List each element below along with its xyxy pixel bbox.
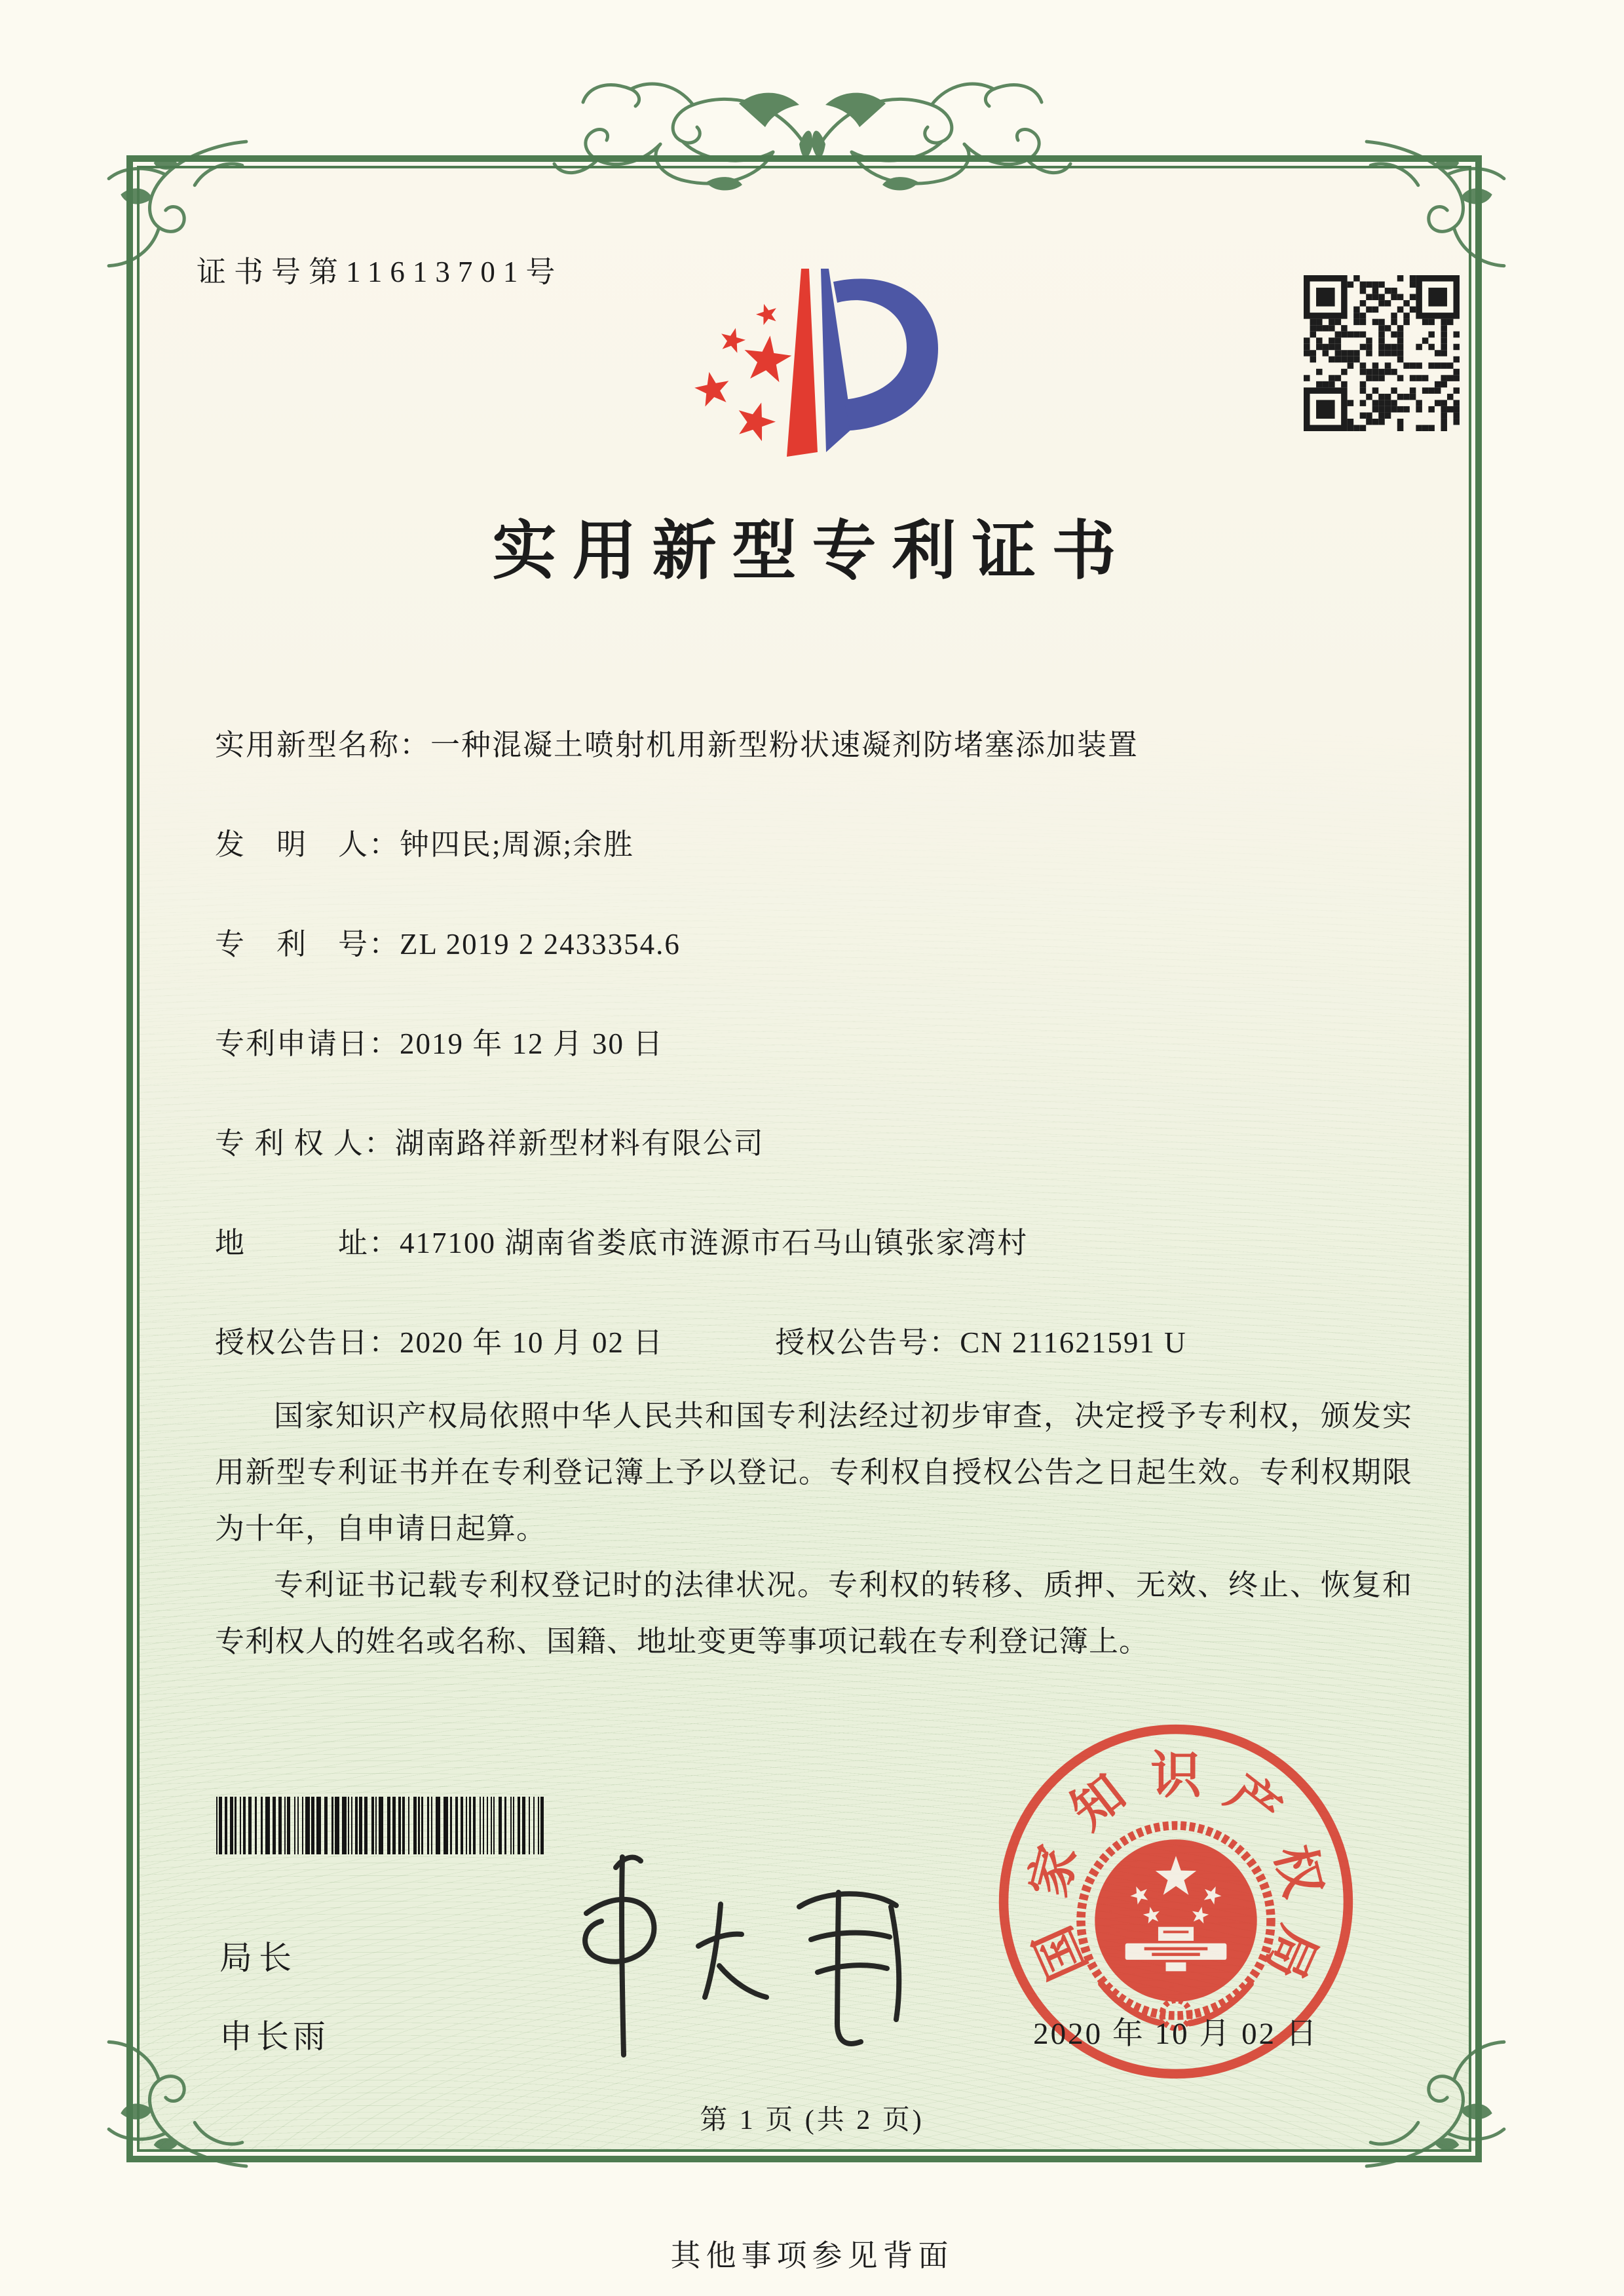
field-utility-model-name [215,721,1414,763]
field-value: 湖南路祥新型材料有限公司 [394,1127,765,1160]
field-value: 417100 湖南省娄底市涟源市石马山镇张家湾村 [400,1227,1029,1259]
field-grant-announcement [215,1318,1460,1361]
field-patentee [215,1119,1414,1162]
dragon-ornament-icon [542,60,1082,239]
field-value: 一种混凝土喷射机用新型粉状速凝剂防堵塞添加装置 [430,729,1139,761]
page-number-footer: 第 1 页 (共 2 页) [700,2105,924,2135]
corner-ornament-icon [1355,2017,1513,2175]
grant-no-value: CN 211621591 U [960,1326,1187,1359]
grant-date-value: 2020 年 10 月 02 日 [400,1326,664,1359]
seal-date: 2020 年 10 月 02 日 [1033,2017,1319,2051]
svg-text:识: 识 [1150,1747,1201,1804]
field-address [215,1219,1414,1261]
svg-text:局: 局 [1255,1918,1327,1988]
barcode-icon [216,1797,545,1854]
logo-red-wedge [787,269,818,457]
field-label: 发 明 人： [215,828,400,861]
grant-no-label: 授权公告号： [775,1326,960,1359]
logo-stars [694,304,791,442]
field-value: 2019 年 12 月 30 日 [400,1027,664,1060]
director-signature-icon [524,1827,930,2076]
director-name: 申长雨 [219,2018,330,2055]
field-label: 专 利 号： [215,928,400,961]
grant-date-label: 授权公告日： [215,1326,400,1359]
field-filing-date [215,1020,1414,1062]
legal-paragraph-2: 专利证书记载专利权登记时的法律状况。专利权的转移、质押、无效、终止、恢复和专利权人的姓名或名称、国籍、地址变更等事项记载在专利登记簿上。 [215,1569,1412,1658]
svg-text:产: 产 [1216,1764,1291,1841]
cnipa-logo-icon [668,231,956,470]
svg-text:权: 权 [1264,1839,1332,1903]
legal-text-block [215,1388,1412,1670]
svg-text:国: 国 [1025,1918,1097,1988]
qr-code-icon [1304,275,1460,431]
field-label: 实用新型名称： [215,729,431,761]
legal-paragraph-1: 国家知识产权局依照中华人民共和国专利法经过初步审查，决定授予专利权，颁发实用新型专利证书并在专利登记簿上予以登记。专利权自授权公告之日起生效。专利权期限为十年，自申请日起算。 [215,1400,1412,1545]
field-label: 专利申请日： [215,1027,400,1060]
certificate-number: 证书号第11613701号 [197,256,563,288]
field-label: 地 址： [215,1227,400,1259]
certificate-title: 实用新型专利证书 [492,514,1132,586]
field-inventors [215,820,1414,863]
svg-text:家: 家 [1020,1839,1087,1903]
svg-text:知: 知 [1061,1764,1136,1841]
director-title-label: 局长 [219,1940,298,1976]
back-side-note: 其他事项参见背面 [670,2239,954,2272]
corner-ornament-icon [1355,132,1513,291]
field-label: 专 利 权 人： [215,1127,395,1160]
field-value: 钟四民;周源;余胜 [400,828,635,861]
field-patent-number [215,920,1414,963]
logo-blue-p-bowl [833,278,938,430]
field-value: ZL 2019 2 2433354.6 [400,928,681,961]
